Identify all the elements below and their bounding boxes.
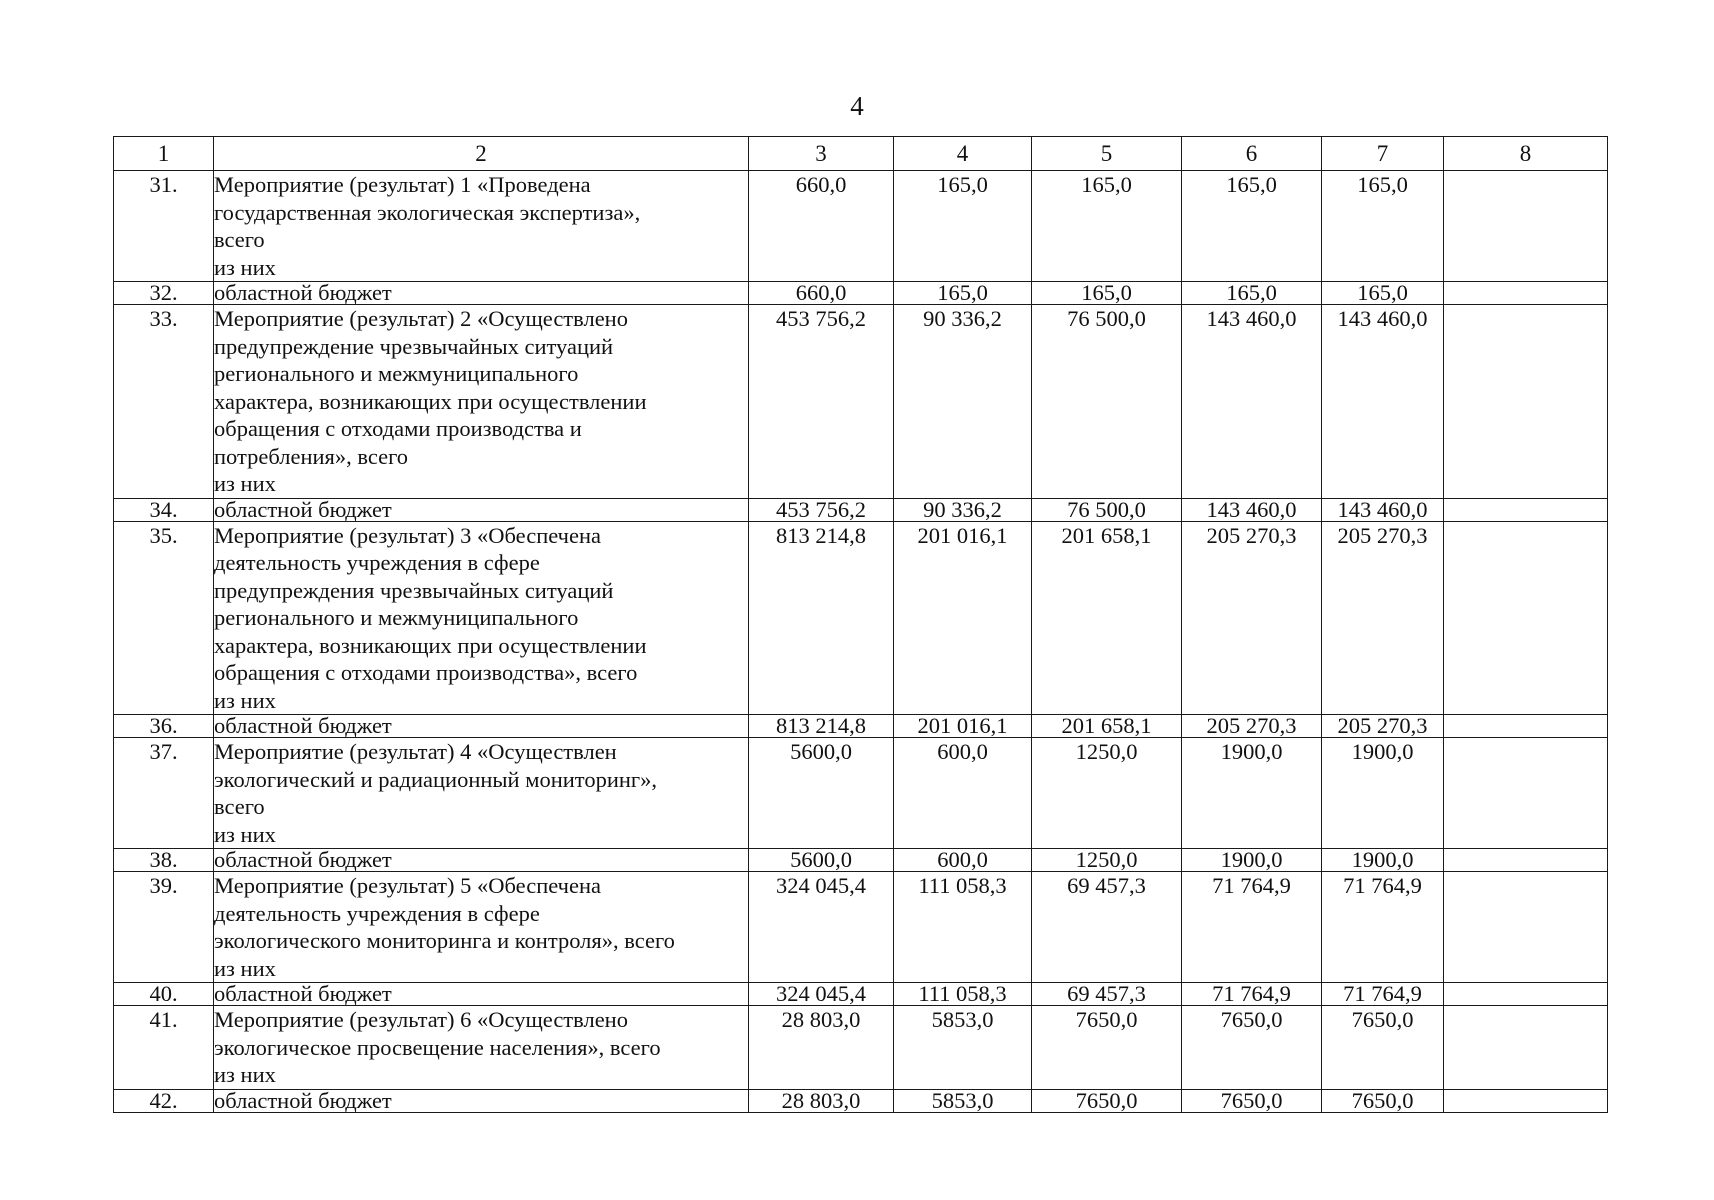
row-name: Мероприятие (результат) 6 «Осуществлено экологическое просвещение населения», всего из них: [214, 1006, 749, 1090]
value-col-6: 1900,0: [1182, 849, 1322, 872]
value-col-5: 165,0: [1032, 282, 1182, 305]
row-name: областной бюджет: [214, 715, 749, 738]
value-col-5: 76 500,0: [1032, 305, 1182, 499]
value-col-5: 7650,0: [1032, 1006, 1182, 1090]
value-col-5: 1250,0: [1032, 738, 1182, 849]
value-col-3: 324 045,4: [749, 872, 894, 983]
value-col-8: [1444, 1089, 1608, 1112]
value-col-7: 71 764,9: [1322, 872, 1444, 983]
row-name: Мероприятие (результат) 2 «Осуществлено предупреждение чрезвычайных ситуаций регионального и межмуниципального характера, возникающих при осуществлении обращения с отходами производства и потребления», всего из них: [214, 305, 749, 499]
row-name: областной бюджет: [214, 498, 749, 521]
value-col-3: 453 756,2: [749, 305, 894, 499]
row-number: 38.: [114, 849, 214, 872]
value-col-3: 324 045,4: [749, 983, 894, 1006]
table-row: [114, 983, 1608, 1006]
value-col-4: 90 336,2: [894, 305, 1032, 499]
value-col-7: 7650,0: [1322, 1089, 1444, 1112]
column-header: 8: [1444, 137, 1608, 171]
value-col-6: 165,0: [1182, 171, 1322, 282]
row-number: 34.: [114, 498, 214, 521]
value-col-8: [1444, 282, 1608, 305]
row-name: областной бюджет: [214, 849, 749, 872]
value-col-8: [1444, 498, 1608, 521]
value-col-4: 165,0: [894, 171, 1032, 282]
row-name: Мероприятие (результат) 4 «Осуществлен экологический и радиационный мониторинг», всего из них: [214, 738, 749, 849]
column-header: 2: [214, 137, 749, 171]
value-col-5: 76 500,0: [1032, 498, 1182, 521]
row-number: 36.: [114, 715, 214, 738]
value-col-3: 660,0: [749, 171, 894, 282]
value-col-4: 600,0: [894, 849, 1032, 872]
value-col-8: [1444, 1006, 1608, 1090]
row-number: 31.: [114, 171, 214, 282]
value-col-8: [1444, 305, 1608, 499]
value-col-3: 28 803,0: [749, 1089, 894, 1112]
value-col-6: 71 764,9: [1182, 983, 1322, 1006]
value-col-4: 5853,0: [894, 1006, 1032, 1090]
value-col-8: [1444, 171, 1608, 282]
value-col-8: [1444, 983, 1608, 1006]
row-name: Мероприятие (результат) 3 «Обеспечена деятельность учреждения в сфере предупреждения чрезвычайных ситуаций регионального и межмуниципального характера, возникающих при осуществлении обращения с отходами производства», всего из них: [214, 521, 749, 715]
value-col-7: 143 460,0: [1322, 305, 1444, 499]
column-header: 6: [1182, 137, 1322, 171]
value-col-4: 201 016,1: [894, 715, 1032, 738]
budget-table: [113, 136, 1608, 1113]
column-header: 4: [894, 137, 1032, 171]
value-col-3: 5600,0: [749, 849, 894, 872]
column-header: 5: [1032, 137, 1182, 171]
value-col-6: 7650,0: [1182, 1089, 1322, 1112]
value-col-4: 90 336,2: [894, 498, 1032, 521]
value-col-7: 143 460,0: [1322, 498, 1444, 521]
table-row: [114, 521, 1608, 715]
column-header: 3: [749, 137, 894, 171]
table-body: [114, 171, 1608, 1113]
value-col-7: 165,0: [1322, 171, 1444, 282]
row-name: Мероприятие (результат) 5 «Обеспечена деятельность учреждения в сфере экологического мониторинга и контроля», всего из них: [214, 872, 749, 983]
value-col-6: 1900,0: [1182, 738, 1322, 849]
table-row: [114, 715, 1608, 738]
value-col-7: 71 764,9: [1322, 983, 1444, 1006]
value-col-3: 28 803,0: [749, 1006, 894, 1090]
value-col-8: [1444, 872, 1608, 983]
row-number: 40.: [114, 983, 214, 1006]
table-row: [114, 171, 1608, 282]
table-row: [114, 282, 1608, 305]
table-row: [114, 872, 1608, 983]
value-col-7: 165,0: [1322, 282, 1444, 305]
table-row: [114, 738, 1608, 849]
value-col-6: 143 460,0: [1182, 305, 1322, 499]
value-col-8: [1444, 521, 1608, 715]
row-number: 32.: [114, 282, 214, 305]
row-number: 41.: [114, 1006, 214, 1090]
column-header: 1: [114, 137, 214, 171]
value-col-7: 205 270,3: [1322, 715, 1444, 738]
row-name: областной бюджет: [214, 282, 749, 305]
row-name: Мероприятие (результат) 1 «Проведена государственная экологическая экспертиза», всего из них: [214, 171, 749, 282]
value-col-4: 600,0: [894, 738, 1032, 849]
value-col-6: 165,0: [1182, 282, 1322, 305]
table-row: [114, 1006, 1608, 1090]
value-col-4: 201 016,1: [894, 521, 1032, 715]
value-col-4: 165,0: [894, 282, 1032, 305]
value-col-6: 205 270,3: [1182, 715, 1322, 738]
value-col-7: 1900,0: [1322, 738, 1444, 849]
value-col-7: 1900,0: [1322, 849, 1444, 872]
page-number: 4: [850, 91, 864, 121]
row-name: областной бюджет: [214, 983, 749, 1006]
table-row: [114, 498, 1608, 521]
value-col-6: 205 270,3: [1182, 521, 1322, 715]
value-col-6: 71 764,9: [1182, 872, 1322, 983]
row-number: 39.: [114, 872, 214, 983]
value-col-5: 201 658,1: [1032, 715, 1182, 738]
value-col-5: 1250,0: [1032, 849, 1182, 872]
value-col-4: 111 058,3: [894, 872, 1032, 983]
value-col-6: 7650,0: [1182, 1006, 1322, 1090]
table-row: [114, 849, 1608, 872]
row-name: областной бюджет: [214, 1089, 749, 1112]
value-col-5: 201 658,1: [1032, 521, 1182, 715]
value-col-5: 69 457,3: [1032, 983, 1182, 1006]
value-col-5: 69 457,3: [1032, 872, 1182, 983]
value-col-8: [1444, 738, 1608, 849]
value-col-5: 165,0: [1032, 171, 1182, 282]
value-col-4: 5853,0: [894, 1089, 1032, 1112]
header-row: [114, 137, 1608, 171]
row-number: 37.: [114, 738, 214, 849]
value-col-3: 453 756,2: [749, 498, 894, 521]
value-col-5: 7650,0: [1032, 1089, 1182, 1112]
value-col-8: [1444, 715, 1608, 738]
row-number: 42.: [114, 1089, 214, 1112]
value-col-8: [1444, 849, 1608, 872]
value-col-3: 813 214,8: [749, 715, 894, 738]
value-col-7: 205 270,3: [1322, 521, 1444, 715]
row-number: 33.: [114, 305, 214, 499]
row-number: 35.: [114, 521, 214, 715]
value-col-3: 5600,0: [749, 738, 894, 849]
value-col-6: 143 460,0: [1182, 498, 1322, 521]
table-row: [114, 1089, 1608, 1112]
value-col-3: 660,0: [749, 282, 894, 305]
value-col-3: 813 214,8: [749, 521, 894, 715]
table-row: [114, 305, 1608, 499]
value-col-4: 111 058,3: [894, 983, 1032, 1006]
column-header: 7: [1322, 137, 1444, 171]
value-col-7: 7650,0: [1322, 1006, 1444, 1090]
